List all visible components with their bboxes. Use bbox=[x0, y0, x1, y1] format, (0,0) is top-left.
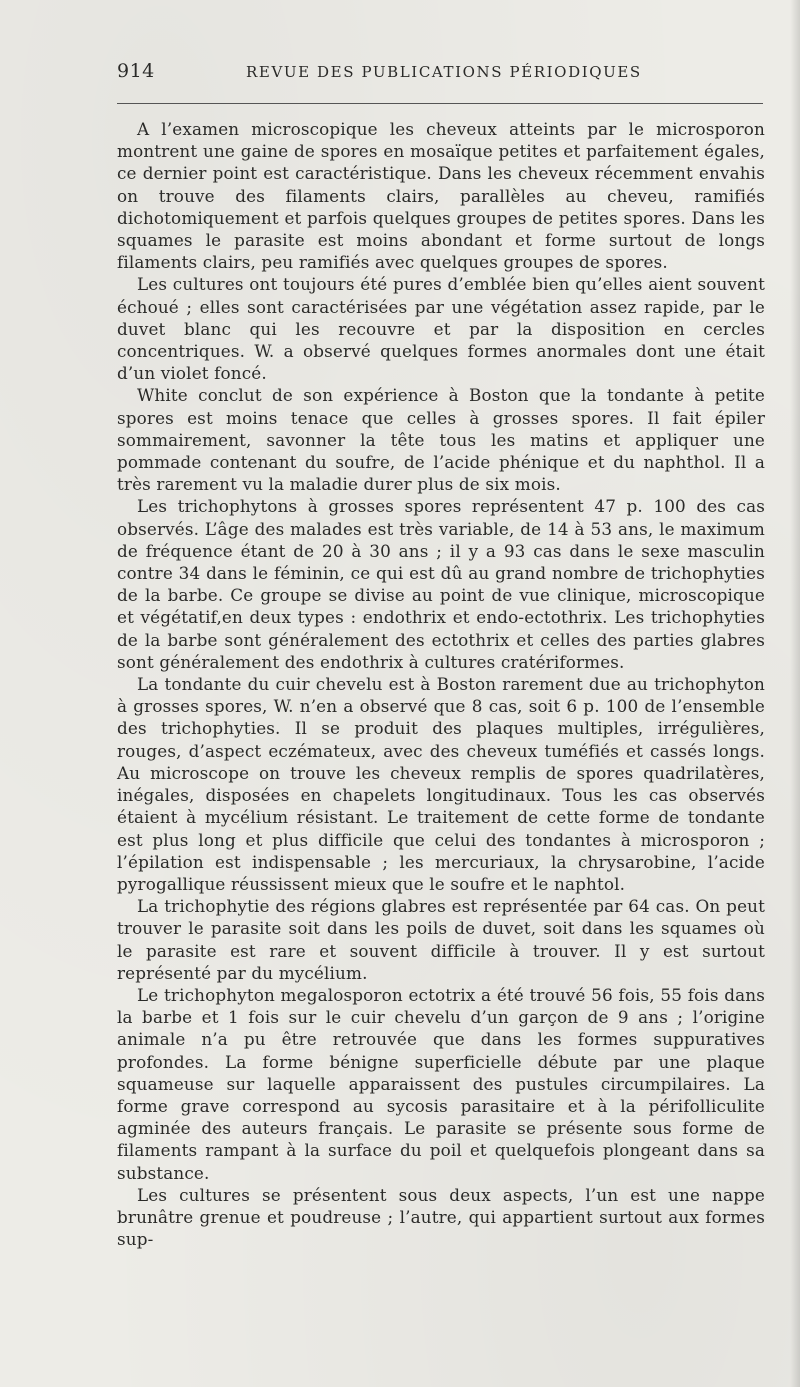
body-text bbox=[117, 118, 765, 1250]
page-header bbox=[117, 60, 767, 88]
paragraph: A l’examen microscopique les cheveux atteints par le microsporon montrent une gaine de spores en mosaïque petites et parfaitement égales, ce dernier point est caractéristique. Dans les cheveux récemment envahis on trouve des filaments clairs, parallèles au cheveu, ramifiés dichotomiquement et parfois quelques groupes de petites spores. Dans les squames le parasite est moins abondant et forme surtout de longs filaments clairs, peu ramifiés avec quelques groupes de spores. bbox=[117, 119, 765, 273]
page-edge-shadow bbox=[790, 0, 800, 1387]
paragraph: La tondante du cuir chevelu est à Boston rarement due au trichophyton à grosses spores, W. n’en a observé que 8 cas, soit 6 p. 100 de l’ensemble des trichophyties. Il se produit des plaques multiples, irrégulières, rouges, d’aspect eczémateux, avec des cheveux tuméfiés et cassés longs. Au microscope on trouve les cheveux remplis de spores quadrilatères, inégales, disposées en chapelets longitudinaux. Tous les cas observés étaient à mycélium résistant. Le traitement de cette forme de tondante est plus long et plus difficile que celui des tondantes à microsporon ; l’épilation est indispensable ; les mercuriaux, la chrysarobine, l’acide pyrogallique réussissent mieux que le soufre et le naphtol. bbox=[117, 674, 765, 894]
paragraph: Les cultures se présentent sous deux aspects, l’un est une nappe brunâtre grenue et poudreuse ; l’autre, qui appartient surtout aux formes sup- bbox=[117, 1184, 765, 1250]
paragraph: Les trichophytons à grosses spores représentent 47 p. 100 des cas observés. L’âge des malades est très variable, de 14 à 53 ans, le maximum de fréquence étant de 20 à 30 ans ; il y a 93 cas dans le sexe masculin contre 34 dans le féminin, ce qui est dû au grand nombre de trichophyties de la barbe. Ce groupe se divise au point de vue clinique, microscopique et végétatif,en deux types : endothrix et endo-ectothrix. Les trichophyties de la barbe sont généralement des ectothrix et celles des parties glabres sont généralement des endothrix à cultures cratériformes. bbox=[117, 496, 765, 672]
page-number: 914 bbox=[117, 60, 155, 82]
paragraph: La trichophytie des régions glabres est représentée par 64 cas. On peut trouver le parasite soit dans les poils de duvet, soit dans les squames où le parasite est rare et souvent difficile à trouver. Il y est surtout représenté par du mycélium. bbox=[117, 896, 765, 983]
paragraph: White conclut de son expérience à Boston que la tondante à petite spores est moins tenace que celles à grosses spores. Il fait épiler sommairement, savonner la tête tous les matins et appliquer une pommade contenant du soufre, de l’acide phénique et du naphthol. Il a très rarement vu la maladie durer plus de six mois. bbox=[117, 385, 765, 495]
running-title: REVUE DES PUBLICATIONS PÉRIODIQUES bbox=[246, 63, 642, 81]
paragraph: Les cultures ont toujours été pures d’emblée bien qu’elles aient souvent échoué ; elles sont caractérisées par une végétation assez rapide, par le duvet blanc qui les recouvre et par la disposition en cercles concentriques. W. a observé quelques formes anormales dont une était d’un violet foncé. bbox=[117, 274, 765, 384]
header-rule bbox=[117, 103, 763, 104]
paragraph: Le trichophyton megalosporon ectotrix a été trouvé 56 fois, 55 fois dans la barbe et 1 fois sur le cuir chevelu d’un garçon de 9 ans ; l’origine animale n’a pu être retrouvée que dans les formes suppuratives profondes. La forme bénigne superficielle débute par une plaque squameuse sur laquelle apparaissent des pustules circumpilaires. La forme grave correspond au sycosis parasitaire et à la périfolliculite agminée des auteurs français. Le parasite se présente sous forme de filaments rampant à la surface du poil et quelquefois plongeant dans sa substance. bbox=[117, 984, 765, 1183]
